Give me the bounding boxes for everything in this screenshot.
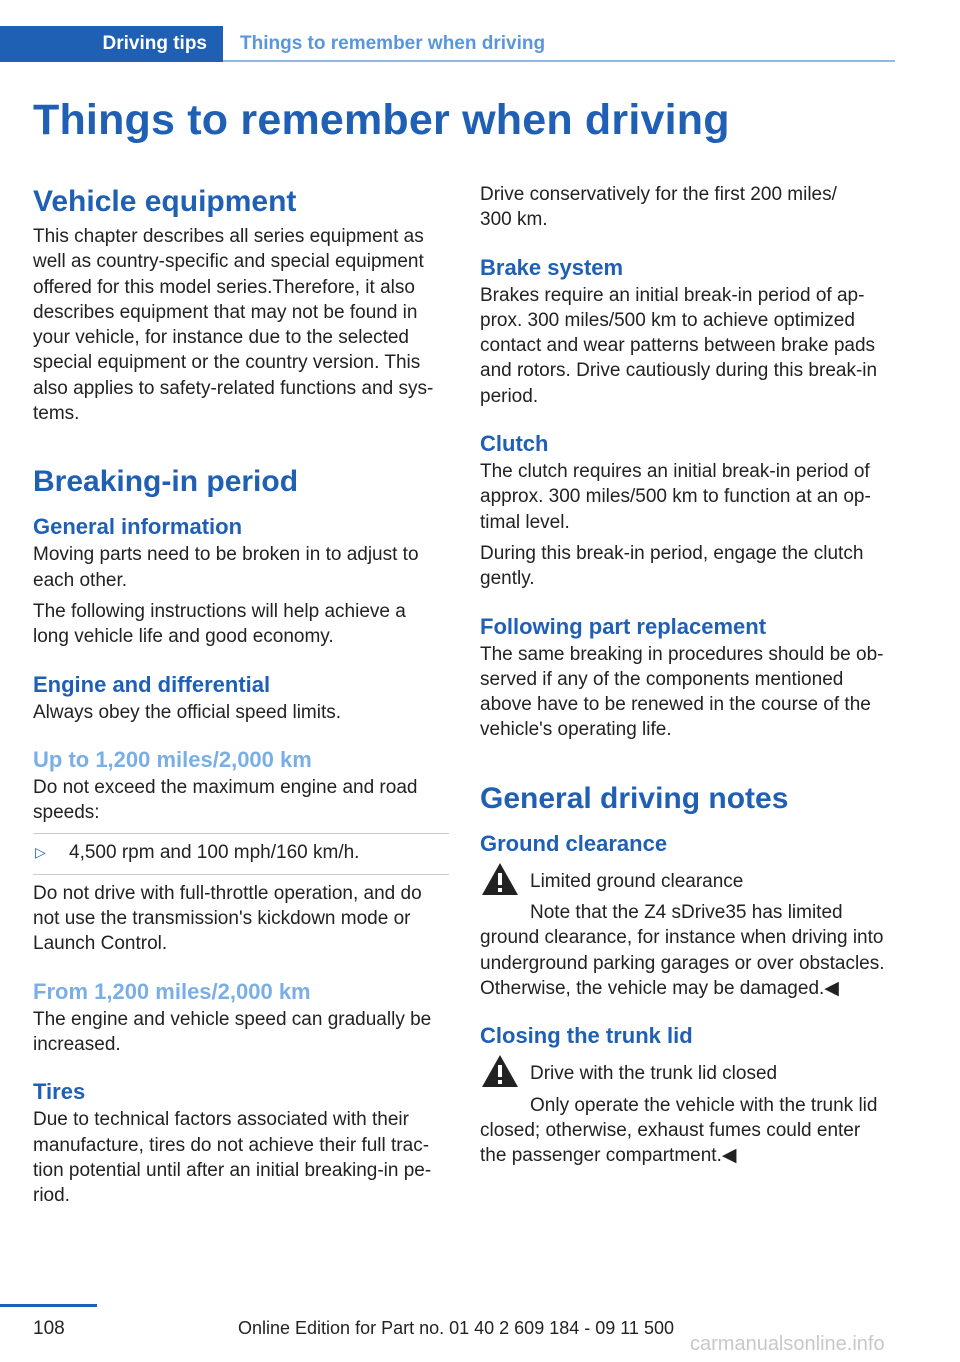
vehicle-equipment-text [33, 224, 449, 426]
divider [33, 833, 449, 834]
text-line: Note that the Z4 sDrive35 has limited [530, 902, 843, 924]
general-information-text-1 [33, 542, 449, 593]
replacement-text [480, 642, 896, 743]
text-line: manufacture, tires do not achieve their full trac- [33, 1134, 430, 1156]
text-line: Do not exceed the maximum engine and road [33, 776, 418, 798]
warning-triangle-icon [480, 861, 520, 897]
general-information-text-2 [33, 599, 449, 650]
text-line: prox. 300 miles/500 km to achieve optimized [480, 309, 855, 331]
heading-following-part-replacement: Following part replacement [480, 613, 767, 639]
heading-general-information: General information [33, 514, 243, 540]
text-line: During this break-in period, engage the clutch [480, 542, 864, 564]
text-line: approx. 300 miles/500 km to function at an op- [480, 486, 871, 508]
text-line: your vehicle, for instance due to the selected [33, 327, 410, 349]
edition-note: Online Edition for Part no. 01 40 2 609 184 - 09 11 500 [238, 1318, 674, 1338]
text-line: 300 km. [480, 209, 548, 231]
clutch-text-1 [480, 459, 896, 535]
text-line: The same breaking in procedures should be ob- [480, 643, 884, 665]
page-title: Things to remember when driving [33, 96, 730, 144]
text-line: speeds: [33, 802, 100, 824]
text-line: tion potential until after an initial breaking-in pe- [33, 1159, 432, 1181]
heading-tires: Tires [33, 1079, 86, 1105]
section-tab: Driving tips [0, 26, 223, 62]
warning-triangle-icon [480, 1053, 520, 1089]
left-column [33, 182, 449, 1208]
text-line: special equipment or the country version. This [33, 352, 421, 374]
brake-text [480, 283, 896, 409]
page-header [0, 26, 895, 62]
text-line: tems. [33, 403, 80, 425]
text-line: riod. [33, 1185, 70, 1207]
list-item-text: 4,500 rpm and 100 mph/160 km/h. [69, 842, 360, 864]
text-line: Due to technical factors associated with their [33, 1109, 409, 1131]
footer-rule [0, 1304, 97, 1307]
text-line: timal level. [480, 511, 570, 533]
text-line: each other. [33, 569, 128, 591]
heading-up-to-1200: Up to 1,200 miles/2,000 km [33, 746, 312, 772]
text-line: above have to be renewed in the course of the [480, 694, 871, 716]
engine-text [33, 700, 449, 725]
heading-brake-system: Brake system [480, 254, 624, 280]
heading-closing-the-trunk-lid: Closing the trunk lid [480, 1023, 693, 1049]
heading-clutch: Clutch [480, 431, 549, 457]
warning-text [480, 900, 896, 1001]
text-line: Otherwise, the vehicle may be damaged.◀ [480, 977, 839, 999]
warning-text [480, 1093, 896, 1169]
warning-ground-clearance [480, 859, 896, 1001]
text-line: offered for this model series.Therefore, it also [33, 276, 415, 298]
intro-text [480, 182, 896, 233]
text-line: served if any of the components mentioned [480, 668, 844, 690]
heading-general-driving-notes: General driving notes [480, 781, 789, 815]
text-line: The following instructions will help achieve a [33, 600, 406, 622]
text-line: The clutch requires an initial break-in period of [480, 461, 870, 483]
tires-text [33, 1107, 449, 1208]
text-line: vehicle's operating life. [480, 719, 672, 741]
text-line: Moving parts need to be broken in to adjust to [33, 544, 419, 566]
warning-title: Limited ground clearance [530, 870, 744, 892]
heading-breaking-in-period: Breaking-in period [33, 465, 299, 499]
text-line: underground parking garages or over obstacles. [480, 952, 885, 974]
text-line: Only operate the vehicle with the trunk lid [530, 1094, 878, 1116]
page-number: 108 [33, 1318, 65, 1339]
right-column [480, 182, 896, 1168]
watermark: carmanualsonline.info [690, 1333, 885, 1355]
text-line: Drive conservatively for the first 200 miles/ [480, 184, 837, 205]
breadcrumb: Things to remember when driving [240, 33, 546, 54]
warning-trunk-lid [480, 1051, 896, 1168]
text-line: and rotors. Drive cautiously during this break-in [480, 360, 878, 382]
text-line: describes equipment that may not be found in [33, 301, 418, 323]
text-line: gently. [480, 568, 535, 590]
text-line: This chapter describes all series equipment as [33, 226, 424, 247]
divider [33, 874, 449, 875]
text-line: increased. [33, 1033, 121, 1055]
heading-ground-clearance: Ground clearance [480, 830, 668, 856]
text-line: Launch Control. [33, 933, 168, 955]
header-rule [223, 60, 895, 62]
text-line: also applies to safety-related functions and sys- [33, 377, 434, 399]
text-line: Do not drive with full-throttle operation, and do [33, 882, 422, 904]
up-to-text-1 [33, 775, 449, 826]
heading-engine-and-differential: Engine and differential [33, 671, 271, 697]
text-line: period. [480, 385, 539, 407]
text-line: Brakes require an initial break-in period of ap- [480, 284, 865, 306]
triangle-bullet-icon: ▷ [35, 844, 46, 861]
text-line: closed; otherwise, exhaust fumes could enter [480, 1119, 861, 1141]
up-to-text-2 [33, 881, 449, 957]
text-line: not use the transmission's kickdown mode or [33, 908, 411, 930]
heading-vehicle-equipment: Vehicle equipment [33, 185, 297, 218]
text-line: the passenger compartment.◀ [480, 1145, 737, 1167]
text-line: The engine and vehicle speed can gradually be [33, 1008, 432, 1030]
warning-title: Drive with the trunk lid closed [530, 1063, 778, 1085]
list-item [33, 840, 449, 865]
clutch-text-2 [480, 541, 896, 592]
text-line: long vehicle life and good economy. [33, 626, 334, 648]
text-line: Always obey the official speed limits. [33, 701, 342, 723]
from-text [33, 1007, 449, 1058]
text-line: contact and wear patterns between brake pads [480, 335, 876, 357]
text-line: well as country-specific and special equipment [33, 251, 424, 273]
text-line: ground clearance, for instance when driving into [480, 927, 884, 949]
heading-from-1200: From 1,200 miles/2,000 km [33, 978, 311, 1004]
